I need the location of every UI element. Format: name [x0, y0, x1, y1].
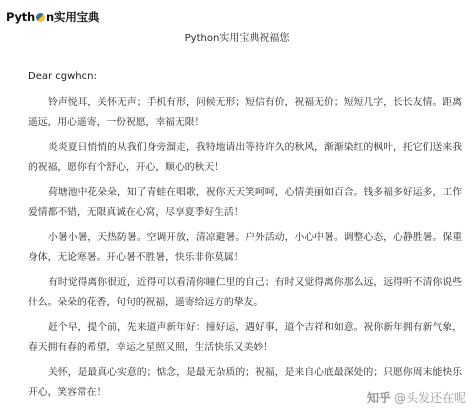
paragraph: 关怀，是最真心实意的；惦念，是最无杂质的；祝福，是来自心底最深处的；只愿你周末能快乐开心，笑容常在！ — [28, 367, 462, 398]
python-ball-icon — [36, 13, 45, 22]
logo-text-suffix: n实用宝典 — [46, 10, 100, 24]
paragraph: 荷塘池中花朵朵，知了青蛙在唱歌，祝你天天笑呵呵，心情美丽如百合。钱多福多好运多，工作爱情都不错，无限真诚在心窝，尽享夏季好生活！ — [28, 187, 462, 218]
greeting: Dear cgwhcn: — [28, 71, 97, 82]
paragraph: 赶个早，提个前，先来道声新年好：撞好运，遇好事，道个吉祥和如意。祝你新年拥有新气象，春天拥有春的希望，幸运之星照又照，生活快乐又美妙！ — [28, 322, 462, 353]
document-title: Python实用宝典祝福您 — [184, 33, 290, 44]
watermark — [367, 389, 466, 406]
paragraph: 小暑小暑，天热防暑。空调开放，清凉避暑。户外活动，小心中暑。调整心态，心静胜暑。保重身体，无论寒暑。开心暑不胜暑，快乐非你莫属！ — [28, 232, 462, 263]
logo-text-prefix: Pyth — [6, 10, 36, 24]
python-logo — [6, 9, 99, 25]
watermark-platform: 知乎 — [366, 391, 391, 405]
paragraph: 炎炎夏日悄悄的从我们身旁溜走，我特地请出等待许久的秋风，渐渐染红的枫叶，托它们送来我的祝福，愿你有个舒心，开心，顺心的秋天！ — [28, 142, 462, 173]
paragraph: 有时觉得离你很近，近得可以看清你瞳仁里的自己；有时又觉得离你那么远，远得听不清你说些什么。朵朵的花香，句句的祝福，遥寄给远方的挚友。 — [28, 277, 462, 308]
paragraph: 铃声悦耳，关怀无声；手机有形，问候无形；短信有价，祝福无价；短短几字，长长友情。距离遥远，用心遥寄，一份祝愿，幸福无限！ — [28, 97, 462, 128]
watermark-author: @头发还在呢 — [393, 391, 466, 405]
document-body — [28, 93, 462, 408]
